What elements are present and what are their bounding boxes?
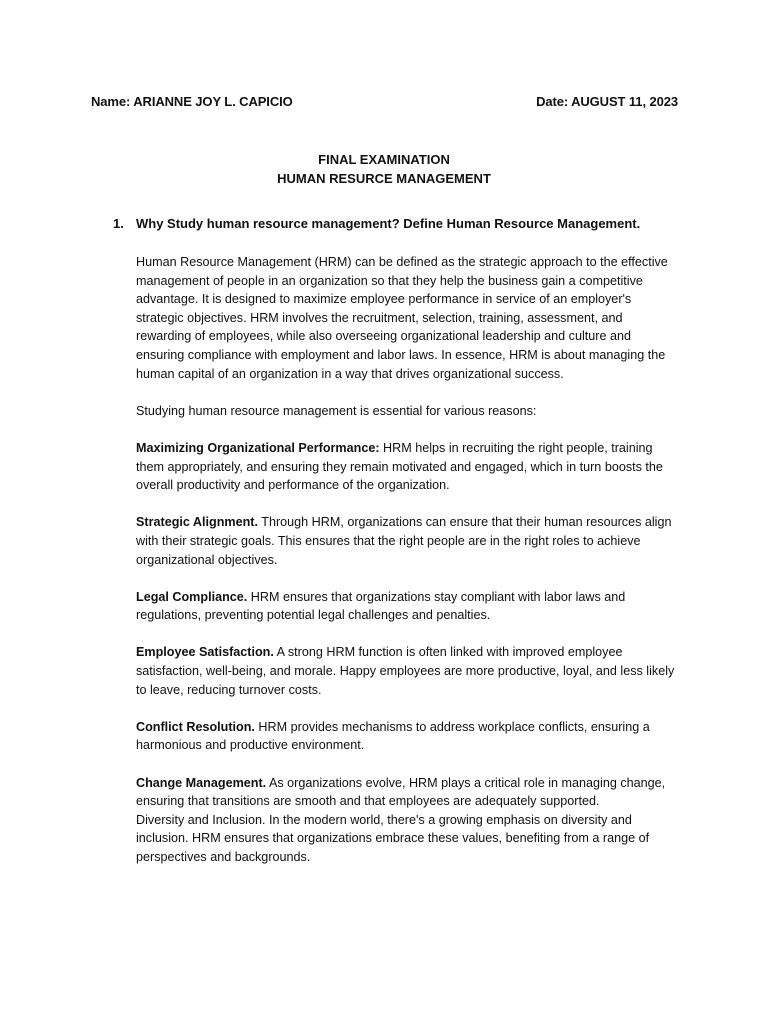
reason-heading: Legal Compliance.	[136, 589, 248, 604]
reason-text: Through HRM, organizations can ensure that their human resources align with their strategic goals. This ensures that the right people are in the right roles to achieve organizational objectives.	[136, 515, 672, 567]
reason-heading: Strategic Alignment.	[136, 515, 258, 530]
diversity-paragraph: Diversity and Inclusion. In the modern world, there's a growing emphasis on diversity and inclusion. HRM ensures that organizations embrace these values, benefiting from a range of perspectives and backgrounds.	[136, 812, 650, 864]
reason-text: HRM helps in recruiting the right people, training them appropriately, and ensuring they remain motivated and engaged, which in turn boosts the overall productivity and performance of the organization.	[136, 440, 663, 493]
question-number: 1.	[113, 216, 124, 231]
reason-text: A strong HRM function is often linked with improved employee satisfaction, well-being, and morale. Happy employees are more productive, loyal, and less likely to leave, reducing turnover costs.	[136, 645, 675, 697]
header-row	[91, 94, 678, 109]
question-text: Why Study human resource management? Define Human Resource Management.	[136, 216, 641, 231]
reason-paragraph	[136, 513, 681, 569]
answer-body	[136, 253, 681, 867]
document-title	[0, 150, 768, 188]
definition-paragraph: Human Resource Management (HRM) can be defined as the strategic approach to the effective management of people in an organization so that they help the business gain a competitive advantage. It is designed to maximize employee performance in service of an employer's strategic objectives. HRM involves the recruitment, selection, training, assessment, and rewarding of employees, while also overseeing organizational leadership and culture and ensuring compliance with employment and labor laws. In essence, HRM is about managing the human capital of an organization in a way that drives organizational success.	[136, 255, 668, 381]
reason-paragraph	[136, 774, 681, 811]
title-line-1: FINAL EXAMINATION	[318, 152, 450, 167]
question-1	[113, 216, 693, 231]
title-line-2: HUMAN RESURCE MANAGEMENT	[277, 171, 491, 186]
reason-paragraph	[136, 439, 681, 495]
reason-heading: Maximizing Organizational Performance:	[136, 440, 380, 455]
reason-paragraph	[136, 718, 681, 755]
reason-heading: Conflict Resolution.	[136, 719, 255, 734]
reason-text: HRM provides mechanisms to address workplace conflicts, ensuring a harmonious and productive environment.	[136, 719, 650, 753]
intro-paragraph: Studying human resource management is essential for various reasons:	[136, 403, 537, 418]
student-name: Name: ARIANNE JOY L. CAPICIO	[91, 94, 293, 109]
exam-date: Date: AUGUST 11, 2023	[536, 94, 678, 109]
reason-text: As organizations evolve, HRM plays a critical role in managing change, ensuring that transitions are smooth and that employees are adequately supported.	[136, 775, 666, 809]
reason-heading: Change Management.	[136, 775, 267, 790]
reason-text: HRM ensures that organizations stay compliant with labor laws and regulations, preventing potential legal challenges and penalties.	[136, 589, 626, 623]
reason-paragraph	[136, 588, 681, 625]
reason-heading: Employee Satisfaction.	[136, 645, 274, 660]
reason-paragraph	[136, 643, 681, 699]
